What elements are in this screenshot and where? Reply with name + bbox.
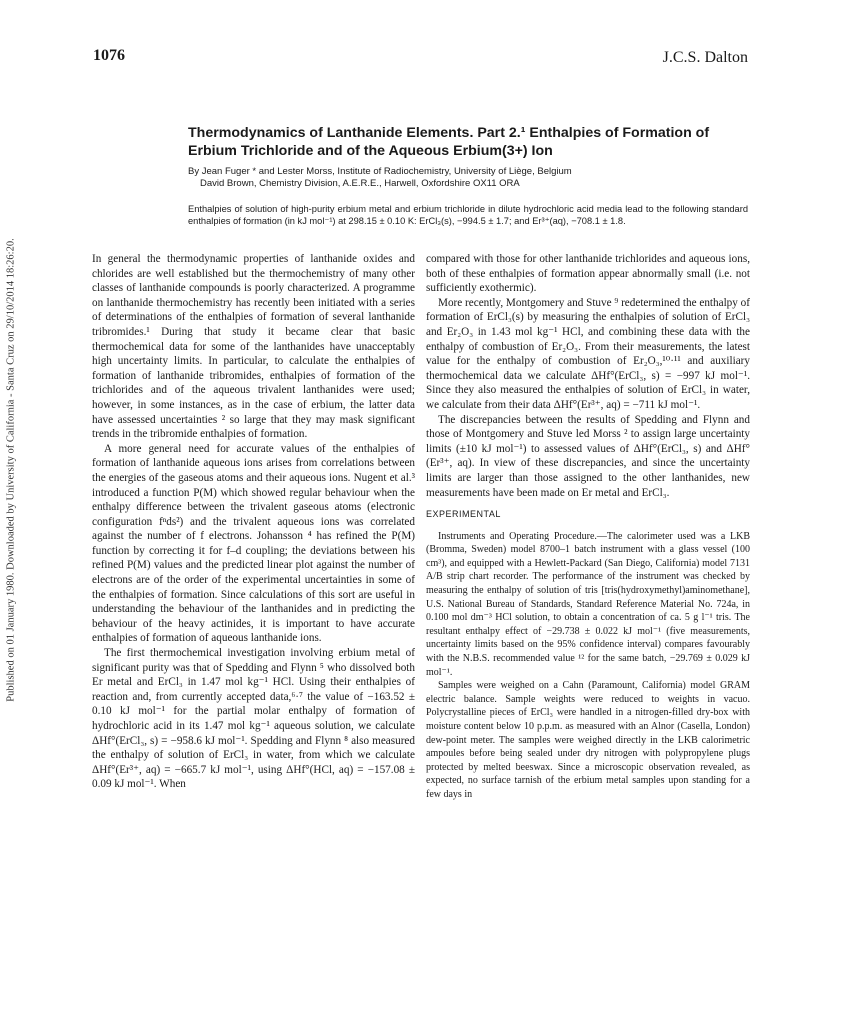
paragraph: compared with those for other lanthanide trichlorides and aqueous ions, both of these enthalpies of formation appear abnormally small (i.e. not sufficiently exothermic). (426, 253, 750, 295)
section-heading: EXPERIMENTAL (426, 509, 501, 520)
left-column (92, 252, 415, 792)
page-number: 1076 (93, 47, 125, 64)
right-column (426, 252, 750, 802)
paragraph: Samples were weighed on a Cahn (Paramount, California) model GRAM electric balance. Sample weights were reduced to weights in vacuo. Polycrystalline pieces of ErCl₃ were handled in a nitrogen-filled dry-box with moisture content below 10 p.p.m. as measured with an Alnor (Casella, London) dew-point meter. The samples were weighed directly in the LKB calorimetric ampoules before being sealed under dry nitrogen with polypropylene plugs protected by melted beeswax. Since a microscopic observation revealed, as expected, no surface tarnish of the erbium metal samples upon standing for a few days in (426, 680, 750, 800)
author-line-2: David Brown, Chemistry Division, A.E.R.E., Harwell, Oxfordshire OX11 ORA (200, 178, 520, 189)
download-notice: Published on 01 January 1980. Downloaded by University of California - Santa Cruz on 29/10/2014 18:26:20. (5, 238, 17, 702)
paragraph: In general the thermodynamic properties of lanthanide oxides and chlorides are well established but the thermochemistry of many other classes of lanthanide compounds is poorly characterized. A programme on lanthanide thermochemistry has recently been initiated with a series of determinations of the enthalpies of formation of several lanthanide tribromides.¹ During that study it became clear that basic thermochemical data for some of the lanthanides have unacceptably high uncertainty limits. In particular, to calculate the enthalpies of formation of lanthanide tribromides, enthalpies of formation of the trichlorides and of the aqueous trivalent lanthanides were used; however, in some instances, as in the case of erbium, the latter data have assessed uncertainties ² so large that they may mask significant trends in the tribromide enthalpies of formation. (92, 253, 415, 441)
journal-name: J.C.S. Dalton (662, 49, 748, 66)
abstract: Enthalpies of solution of high-purity erbium metal and erbium trichloride in dilute hydrochloric acid media lead to the following standard enthalpies of formation (in kJ mol⁻¹) at 298.15 ± 0.10 K: ErCl₃(s), −994.5 ± 1.7; and Er³⁺(aq), −708.1 ± 1.8. (188, 204, 748, 226)
paragraph: A more general need for accurate values of the enthalpies of formation of lanthanide aqueous ions arises from correlations between the energies of the gaseous atoms and their aqueous ions. Nugent et al.³ introduced a function P(M) which showed regular behaviour when the enthalpy difference between the trivalent gaseous atoms (electronic configuration fⁿds²) and the trivalent aqueous ions was correlated against the number of f electrons. Johansson ⁴ has refined the P(M) function by correcting it for f–d coupling; the deviations between his refined P(M) values and the predicted linear plot against the number of electrons are of the order of the experimental uncertainties in some of the enthalpies of formation. Since calculations of this sort are useful in understanding the behaviour of the lanthanides and in predicting the behaviour of the heavy actinides, it is important to have accurate enthalpies of formation of aqueous lanthanide ions. (92, 442, 415, 645)
download-watermark (4, 170, 18, 770)
author-line-1: By Jean Fuger * and Lester Morss, Institute of Radiochemistry, University of Liège, Belgium (188, 166, 572, 177)
paragraph: The first thermochemical investigation involving erbium metal of significant purity was that of Spedding and Flynn ⁵ who dissolved both Er metal and ErCl₃ in 1.47 mol kg⁻¹ HCl. Using their enthalpies of reaction and, from currently accepted data,⁶·⁷ the value of −163.52 ± 0.10 kJ mol⁻¹ for the partial molar enthalpy of formation of hydrochloric acid in its 1.47 mol kg⁻¹ aqueous solution, we calculate ΔHf°(ErCl₃, s) = −958.6 kJ mol⁻¹. Spedding and Flynn ⁸ also measured the enthalpy of solution of ErCl₃ in water, from which we calculate ΔHf°(Er³⁺, aq) = −665.7 kJ mol⁻¹, using ΔHf°(HCl, aq) = −157.08 ± 0.09 kJ mol⁻¹. When (92, 647, 415, 791)
paragraph: Instruments and Operating Procedure.—The calorimeter used was a LKB (Bromma, Sweden) model 8700–1 batch instrument with a glass vessel (100 cm³), and equipped with a Hewlett-Packard (San Diego, California) model 7131 A/B strip chart recorder. The performance of the instrument was checked by measuring the enthalpy of solution of tris [tris(hydroxymethyl)aminomethane], U.S. National Bureau of Standards, Standard Reference Material No. 724a, in 0.100 mol dm⁻³ HCl solution, to obtain a concentration of ca. 5 g l⁻¹ tris. The resultant enthalpy effect of −29.738 ± 0.022 kJ mol⁻¹ (five measurements, uncertainty limits based on the 95% confidence interval) compares favourably with the N.B.S. recommended value ¹² for the same batch, −29.769 ± 0.029 kJ mol⁻¹. (426, 530, 750, 678)
paragraph: More recently, Montgomery and Stuve ⁹ redetermined the enthalpy of formation of ErCl₃(s) by measuring the enthalpies of solution of ErCl₃ and Er₂O₃ in 1.43 mol kg⁻¹ HCl, and combining these data with the enthalpy of combustion of Er₂O₃. From their measurements, the latest value for the enthalpy of combustion of Er₂O₃,¹⁰·¹¹ and auxiliary thermochemical data we calculate ΔHf°(ErCl₃, s) = −997 kJ mol⁻¹. Since they also measured the enthalpies of solution of ErCl₃ in water, we calculate from their data ΔHf°(Er³⁺, aq) = −711 kJ mol⁻¹. (426, 296, 750, 411)
paragraph: The discrepancies between the results of Spedding and Flynn and those of Montgomery and Stuve led Morss ² to assign large uncertainty limits (±10 kJ mol⁻¹) to assessed values of ΔHf°(ErCl₃, s) and ΔHf°(Er³⁺, aq). In view of these discrepancies, and since the uncertainty limits are larger than those assigned to the other lanthanides, new measurements have been made on Er metal and ErCl₃. (426, 413, 750, 499)
article-title: Thermodynamics of Lanthanide Elements. Part 2.¹ Enthalpies of Formation of Erbium Trichloride and of the Aqueous Erbium(3+) Ion (188, 125, 710, 159)
author-block (188, 166, 758, 190)
